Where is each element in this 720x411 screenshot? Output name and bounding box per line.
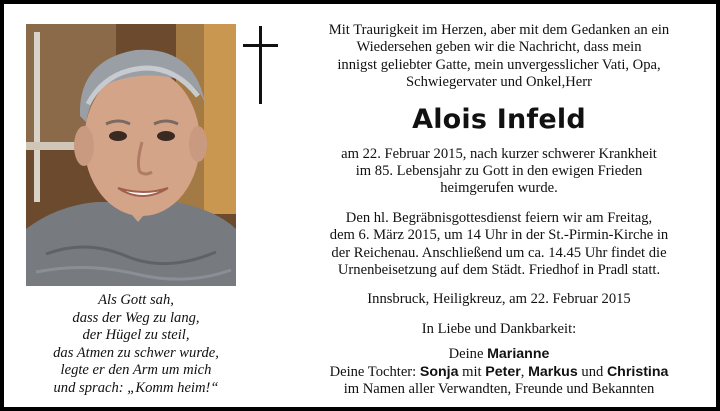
deceased-name: Alois Infeld: [412, 103, 586, 135]
family-line: im Namen aller Verwandten, Freunde und Bekannten: [343, 381, 655, 398]
wife-prefix: Deine: [448, 346, 488, 363]
obituary-text: [294, 22, 704, 399]
poem-line: der Hügel zu steil,: [82, 327, 190, 344]
partner-name: Christina: [606, 363, 669, 380]
portrait-illustration: [26, 24, 236, 286]
poem-line: und sprach: „Komm heim!“: [53, 379, 219, 396]
intro-line: Mit Traurigkeit im Herzen, aber mit dem Gedanken an ein: [328, 22, 670, 38]
portrait-photo: [26, 24, 236, 286]
wife-line: [294, 346, 704, 363]
daughter-prefix: Deine Tochter:: [329, 363, 420, 380]
poem-line: legte er den Arm um mich: [60, 362, 212, 379]
obituary-card: [4, 4, 716, 407]
closing-phrase: In Liebe und Dankbarkeit:: [421, 320, 577, 337]
daughter-mit: mit: [458, 363, 486, 380]
intro-line: Wiedersehen geben wir die Nachricht, dass mein: [356, 39, 642, 56]
intro-line: Schwiegervater und Onkel,Herr: [406, 74, 592, 91]
wife-name: Marianne: [487, 346, 550, 363]
death-line: heimgerufen wurde.: [440, 180, 558, 197]
funeral-line: Urnenbeisetzung auf dem Städt. Friedhof in Pradl statt.: [337, 262, 661, 279]
poem-line: dass der Weg zu lang,: [72, 309, 200, 326]
daughter-und: und: [577, 363, 607, 380]
death-line: im 85. Lebensjahr zu Gott in den ewigen Frieden: [355, 163, 643, 180]
place-date: Innsbruck, Heiligkreuz, am 22. Februar 2015: [367, 291, 631, 308]
poem-line: Als Gott sah,: [98, 292, 174, 308]
daughter-line: [294, 364, 704, 381]
death-paragraph: [294, 146, 704, 198]
cross-icon: [241, 26, 281, 104]
funeral-line: der Reichenau. Anschließend um ca. 14.45 Uhr findet die: [331, 244, 667, 261]
death-line: am 22. Februar 2015, nach kurzer schwerer Krankheit: [341, 145, 657, 162]
funeral-paragraph: [294, 210, 704, 280]
partner-name: Peter: [485, 363, 521, 380]
funeral-line: Den hl. Begräbnisgottesdienst feiern wir am Freitag,: [345, 209, 653, 226]
daughter-comma: ,: [520, 363, 529, 380]
daughter-name: Sonja: [419, 363, 459, 380]
partner-name: Markus: [528, 363, 578, 380]
intro-line: innigst geliebter Gatte, mein unvergesslicher Vati, Opa,: [337, 56, 661, 73]
funeral-line: dem 6. März 2015, um 14 Uhr in der St.-Pirmin-Kirche in: [329, 227, 669, 244]
poem-line: das Atmen zu schwer wurde,: [53, 344, 219, 361]
intro-paragraph: [294, 22, 704, 92]
memorial-poem: [14, 292, 258, 398]
